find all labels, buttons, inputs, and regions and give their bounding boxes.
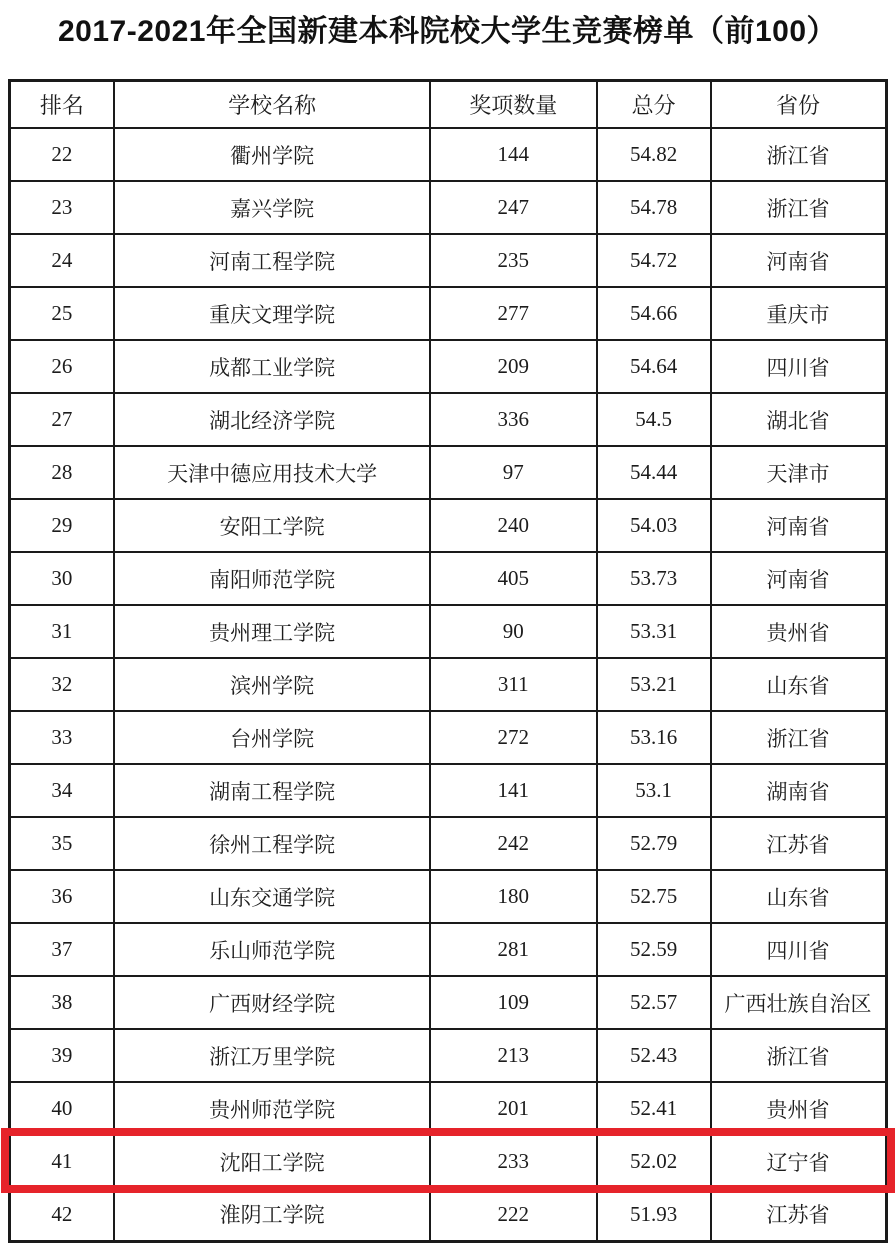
cell-school: 湖南工程学院 (114, 764, 430, 817)
cell-score: 52.57 (597, 976, 711, 1029)
cell-province: 重庆市 (711, 287, 886, 340)
table-row (9, 711, 886, 764)
cell-province: 浙江省 (711, 711, 886, 764)
cell-province: 浙江省 (711, 181, 886, 234)
cell-awards: 144 (430, 128, 597, 181)
cell-rank: 30 (9, 552, 114, 605)
cell-awards: 272 (430, 711, 597, 764)
cell-province: 广西壮族自治区 (711, 976, 886, 1029)
cell-score: 53.1 (597, 764, 711, 817)
cell-province: 湖南省 (711, 764, 886, 817)
table-body (9, 128, 886, 1241)
cell-score: 52.75 (597, 870, 711, 923)
cell-awards: 405 (430, 552, 597, 605)
cell-school: 衢州学院 (114, 128, 430, 181)
header-cell-awards: 奖项数量 (430, 80, 597, 128)
cell-rank: 40 (9, 1082, 114, 1135)
table-row (9, 1188, 886, 1241)
cell-school: 广西财经学院 (114, 976, 430, 1029)
cell-school: 沈阳工学院 (114, 1135, 430, 1188)
cell-province: 湖北省 (711, 393, 886, 446)
cell-school: 乐山师范学院 (114, 923, 430, 976)
cell-province: 浙江省 (711, 128, 886, 181)
cell-rank: 31 (9, 605, 114, 658)
cell-score: 54.82 (597, 128, 711, 181)
cell-awards: 336 (430, 393, 597, 446)
cell-awards: 247 (430, 181, 597, 234)
cell-rank: 25 (9, 287, 114, 340)
table-row (9, 499, 886, 552)
table-row (9, 234, 886, 287)
cell-province: 四川省 (711, 340, 886, 393)
table-header (9, 80, 886, 128)
cell-rank: 42 (9, 1188, 114, 1241)
cell-score: 53.16 (597, 711, 711, 764)
cell-rank: 22 (9, 128, 114, 181)
cell-province: 山东省 (711, 870, 886, 923)
cell-awards: 311 (430, 658, 597, 711)
table-row (9, 340, 886, 393)
cell-school: 浙江万里学院 (114, 1029, 430, 1082)
cell-province: 山东省 (711, 658, 886, 711)
cell-school: 淮阴工学院 (114, 1188, 430, 1241)
cell-province: 四川省 (711, 923, 886, 976)
table-row (9, 764, 886, 817)
cell-province: 贵州省 (711, 1082, 886, 1135)
table-row (9, 605, 886, 658)
cell-school: 南阳师范学院 (114, 552, 430, 605)
table-row (9, 393, 886, 446)
cell-school: 滨州学院 (114, 658, 430, 711)
cell-score: 54.44 (597, 446, 711, 499)
cell-province: 辽宁省 (711, 1135, 886, 1188)
cell-score: 54.66 (597, 287, 711, 340)
cell-score: 51.93 (597, 1188, 711, 1241)
cell-school: 成都工业学院 (114, 340, 430, 393)
cell-province: 贵州省 (711, 605, 886, 658)
cell-awards: 97 (430, 446, 597, 499)
table-row (9, 870, 886, 923)
cell-school: 山东交通学院 (114, 870, 430, 923)
cell-province: 天津市 (711, 446, 886, 499)
cell-rank: 27 (9, 393, 114, 446)
cell-rank: 34 (9, 764, 114, 817)
cell-province: 河南省 (711, 499, 886, 552)
cell-awards: 180 (430, 870, 597, 923)
ranking-table-container (8, 79, 888, 1243)
cell-awards: 201 (430, 1082, 597, 1135)
cell-score: 54.03 (597, 499, 711, 552)
header-cell-score: 总分 (597, 80, 711, 128)
cell-province: 河南省 (711, 552, 886, 605)
cell-awards: 141 (430, 764, 597, 817)
cell-school: 安阳工学院 (114, 499, 430, 552)
header-cell-province: 省份 (711, 80, 886, 128)
table-row (9, 1082, 886, 1135)
cell-awards: 240 (430, 499, 597, 552)
cell-awards: 277 (430, 287, 597, 340)
cell-score: 52.41 (597, 1082, 711, 1135)
header-cell-rank: 排名 (9, 80, 114, 128)
table-row (9, 976, 886, 1029)
cell-school: 重庆文理学院 (114, 287, 430, 340)
cell-awards: 222 (430, 1188, 597, 1241)
cell-score: 52.43 (597, 1029, 711, 1082)
ranking-table (8, 79, 888, 1243)
cell-rank: 37 (9, 923, 114, 976)
cell-rank: 24 (9, 234, 114, 287)
table-row (9, 287, 886, 340)
cell-awards: 209 (430, 340, 597, 393)
cell-school: 嘉兴学院 (114, 181, 430, 234)
cell-rank: 33 (9, 711, 114, 764)
cell-score: 54.78 (597, 181, 711, 234)
cell-school: 贵州理工学院 (114, 605, 430, 658)
header-cell-school: 学校名称 (114, 80, 430, 128)
cell-rank: 41 (9, 1135, 114, 1188)
table-row (9, 1029, 886, 1082)
cell-rank: 26 (9, 340, 114, 393)
cell-score: 52.02 (597, 1135, 711, 1188)
cell-school: 徐州工程学院 (114, 817, 430, 870)
cell-province: 江苏省 (711, 817, 886, 870)
cell-rank: 38 (9, 976, 114, 1029)
table-row (9, 552, 886, 605)
cell-awards: 109 (430, 976, 597, 1029)
cell-rank: 39 (9, 1029, 114, 1082)
cell-awards: 242 (430, 817, 597, 870)
cell-school: 河南工程学院 (114, 234, 430, 287)
cell-school: 天津中德应用技术大学 (114, 446, 430, 499)
cell-rank: 35 (9, 817, 114, 870)
cell-awards: 235 (430, 234, 597, 287)
cell-rank: 36 (9, 870, 114, 923)
page-title: 2017-2021年全国新建本科院校大学生竞赛榜单（前100） (57, 15, 838, 48)
cell-school: 台州学院 (114, 711, 430, 764)
table-row (9, 658, 886, 711)
table-row (9, 128, 886, 181)
cell-province: 河南省 (711, 234, 886, 287)
cell-score: 52.79 (597, 817, 711, 870)
cell-awards: 90 (430, 605, 597, 658)
cell-score: 53.31 (597, 605, 711, 658)
cell-awards: 213 (430, 1029, 597, 1082)
cell-awards: 281 (430, 923, 597, 976)
cell-school: 贵州师范学院 (114, 1082, 430, 1135)
cell-score: 54.5 (597, 393, 711, 446)
cell-score: 52.59 (597, 923, 711, 976)
header-row (9, 80, 886, 128)
cell-awards: 233 (430, 1135, 597, 1188)
table-row (9, 923, 886, 976)
cell-score: 53.73 (597, 552, 711, 605)
cell-rank: 23 (9, 181, 114, 234)
cell-score: 53.21 (597, 658, 711, 711)
cell-score: 54.72 (597, 234, 711, 287)
table-row (9, 1135, 886, 1188)
table-row (9, 446, 886, 499)
cell-province: 浙江省 (711, 1029, 886, 1082)
cell-province: 江苏省 (711, 1188, 886, 1241)
cell-rank: 29 (9, 499, 114, 552)
table-row (9, 817, 886, 870)
cell-score: 54.64 (597, 340, 711, 393)
cell-rank: 32 (9, 658, 114, 711)
table-row (9, 181, 886, 234)
cell-rank: 28 (9, 446, 114, 499)
cell-school: 湖北经济学院 (114, 393, 430, 446)
